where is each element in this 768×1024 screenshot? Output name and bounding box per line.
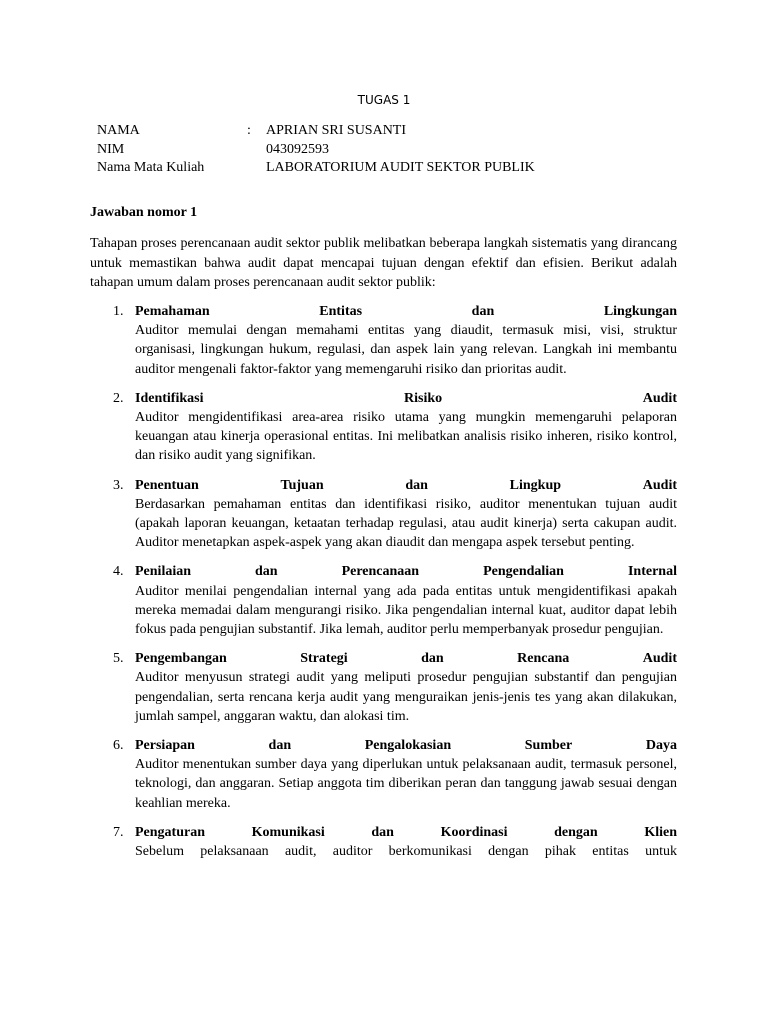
step-item — [90, 562, 677, 639]
intro-paragraph: Tahapan proses perencanaan audit sektor publik melibatkan beberapa langkah sistematis yang dirancang untuk memastikan bahwa audit dapat mencapai tujuan dengan efektif dan efisien. Berikut adalah tahapan umum dalam proses perencanaan audit sektor publik: — [90, 236, 677, 290]
step-title-word: Penilaian — [135, 564, 192, 580]
step-number: 2. — [113, 390, 124, 406]
step-title-word: dengan — [554, 824, 598, 840]
step-number: 4. — [113, 564, 124, 580]
step-title-word: Lingkup — [509, 477, 562, 493]
identity-row-nim — [97, 141, 535, 160]
step-title — [135, 823, 677, 842]
document-title: TUGAS 1 — [357, 93, 411, 107]
step-number: 6. — [113, 738, 124, 754]
step-title-word: Perencanaan — [341, 564, 420, 580]
step-title — [135, 476, 677, 495]
identity-label: NIM — [97, 141, 125, 157]
step-number: 7. — [113, 824, 124, 840]
step-item — [90, 823, 677, 861]
step-title-word: dan — [405, 477, 428, 493]
step-title-word: Pemahaman — [135, 304, 210, 319]
step-title-word: Audit — [642, 477, 677, 493]
step-item — [90, 389, 677, 466]
step-title-word: dan — [268, 738, 292, 754]
step-title-word: Persiapan — [135, 738, 195, 754]
step-description: Auditor menilai pengendalian internal yang ada pada entitas untuk mengidentifikasi apakah mereka memadai dalam mengurangi risiko. Jika pengendalian internal kuat, auditor dapat lebih fokus pada pengujian substantif. Jika lemah, auditor perlu memperbanyak prosedur pengujian. — [135, 583, 677, 638]
step-number: 5. — [113, 651, 124, 667]
identity-value: 043092593 — [266, 141, 329, 157]
step-number: 3. — [113, 477, 124, 493]
step-number: 1. — [113, 304, 124, 319]
step-title-word: Lingkungan — [603, 304, 677, 319]
step-title-word: Tujuan — [280, 477, 324, 493]
step-description: Auditor mengidentifikasi area-area risiko utama yang mungkin memengaruhi pelaporan keuangan atau kinerja operasional entitas. Ini melibatkan analisis risiko inheren, risiko kontrol, dan risiko audit yang signifikan. — [135, 410, 677, 464]
step-title-word: Pengendalian — [483, 564, 564, 580]
step-description: Auditor menyusun strategi audit yang meliputi prosedur pengujian substantif dan pengujian pengendalian, serta rencana kerja audit yang menguraikan jenis-jenis tes yang akan dilakukan, jumlah sampel, anggaran waktu, dan alokasi tim. — [135, 670, 677, 724]
step-title-word: Klien — [644, 824, 677, 840]
step-title-word: Pengembangan — [135, 651, 227, 667]
identity-block — [97, 122, 535, 178]
step-title-word: Rencana — [517, 651, 570, 667]
step-title-word: Sumber — [524, 738, 573, 754]
step-title — [135, 649, 677, 668]
step-description: Sebelum pelaksanaan audit, auditor berkomunikasi dengan pihak entitas untuk — [135, 844, 677, 860]
identity-value: APRIAN SRI SUSANTI — [266, 123, 407, 138]
answer-heading: Jawaban nomor 1 — [90, 205, 198, 220]
step-title-word: Penentuan — [135, 477, 199, 493]
step-item — [90, 476, 677, 553]
identity-row-nama — [97, 122, 535, 141]
identity-colon — [247, 141, 266, 160]
step-title-word: Strategi — [300, 651, 348, 667]
identity-colon: : — [247, 123, 251, 138]
step-title — [135, 562, 677, 581]
step-title-word: Komunikasi — [251, 824, 325, 840]
identity-row-course — [97, 159, 535, 178]
identity-colon — [247, 159, 266, 178]
step-item — [90, 302, 677, 379]
step-title-word: Koordinasi — [440, 824, 508, 840]
step-item — [90, 736, 677, 813]
step-title-word: Risiko — [404, 390, 443, 406]
identity-value: LABORATORIUM AUDIT SEKTOR PUBLIK — [266, 160, 535, 175]
step-title-word: Daya — [645, 738, 677, 754]
step-title-word: dan — [471, 304, 495, 319]
step-description: Berdasarkan pemahaman entitas dan identifikasi risiko, auditor menentukan tujuan audit (apakah laporan keuangan, ketaatan terhadap regulasi, atau audit kinerja) serta cakupan audit. Auditor menetapkan aspek-aspek yang akan diaudit dan mengapa aspek tersebut penting. — [135, 496, 677, 551]
steps-list — [90, 302, 677, 871]
identity-label: NAMA — [97, 123, 140, 138]
step-title-word: dan — [255, 564, 278, 580]
step-description: Auditor memulai dengan memahami entitas yang diaudit, termasuk misi, visi, struktur organisasi, lingkungan hukum, regulasi, dan aspek lain yang relevan. Langkah ini membantu auditor mengenali faktor-faktor yang memengaruhi risiko dan prioritas audit. — [135, 323, 677, 377]
step-title-word: Internal — [627, 564, 677, 580]
step-title — [135, 736, 677, 755]
step-title-word: Audit — [642, 390, 677, 406]
step-title-word: Pengaturan — [135, 824, 205, 840]
step-title-word: Identifikasi — [135, 390, 204, 406]
step-description: Auditor menentukan sumber daya yang diperlukan untuk pelaksanaan audit, termasuk personel, teknologi, dan anggaran. Setiap anggota tim diberikan peran dan tanggung jawab sesuai dengan keahlian mereka. — [135, 757, 677, 811]
step-title-word: Entitas — [319, 304, 363, 319]
step-title-word: Audit — [642, 651, 677, 667]
step-item — [90, 649, 677, 726]
step-title-word: dan — [421, 651, 444, 667]
step-title-word: Pengalokasian — [364, 738, 452, 754]
step-title-word: dan — [371, 824, 394, 840]
step-title — [135, 389, 677, 408]
step-title — [135, 302, 677, 321]
identity-label: Nama Mata Kuliah — [97, 160, 205, 175]
